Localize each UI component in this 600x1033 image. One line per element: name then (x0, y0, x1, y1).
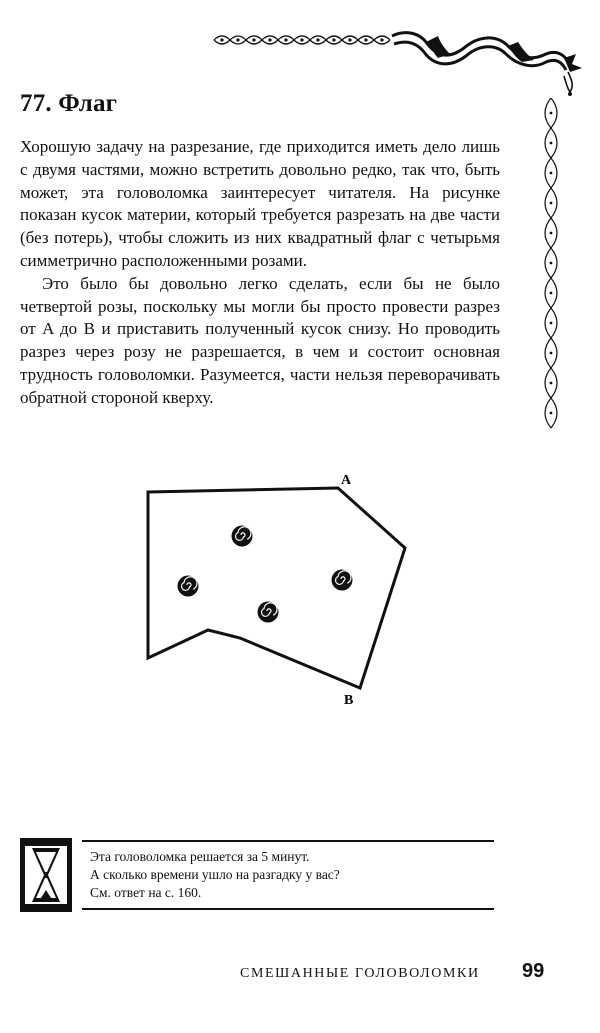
side-braid-ornament-icon (540, 98, 562, 433)
paragraph-1: Хорошую задачу на разрезание, где приходится иметь дело лишь с двумя частями, можно встретить довольно редко, так что, быть может, эта головоломка заинтересует читателя. На рисунке показан кусок материи, который требуется разрезать на две части (без потерь), чтобы сложить из них квадратный флаг с четырьмя симметрично расположенными розами. (20, 137, 500, 270)
timer-line-3: См. ответ на с. 160. (90, 885, 202, 900)
timer-rule-top (82, 840, 494, 842)
ribbon-ornament-icon (212, 28, 587, 98)
rose-icon (178, 576, 199, 597)
point-b-label: B (344, 693, 354, 708)
rose-icon (332, 570, 353, 591)
timer-line-1: Эта головоломка решается за 5 минут. (90, 849, 310, 864)
puzzle-description (20, 136, 500, 410)
puzzle-title: 77. Флаг (20, 90, 118, 117)
timer-text (90, 848, 340, 902)
paragraph-2: Это было бы довольно легко сделать, если бы не было четвертой розы, поскольку мы могли бы просто провести разрез от A до B и приставить полученный кусок снизу. Но проводить разрез через розу не разрешается, в чем и состоит основная трудность головоломки. Разумеется, части нельзя переворачивать обратной стороной кверху. (20, 273, 500, 407)
rose-icon (232, 526, 253, 547)
running-footer: СМЕШАННЫЕ ГОЛОВОЛОМКИ (240, 966, 480, 981)
timer-box (20, 838, 500, 918)
point-a-label: A (341, 473, 352, 488)
timer-rule-bottom (82, 908, 494, 910)
timer-line-2: А сколько времени ушло на разгадку у вас? (90, 867, 340, 882)
page-number: 99 (522, 960, 545, 982)
rose-icon (258, 602, 279, 623)
cloth-figure (140, 462, 420, 712)
hourglass-icon (20, 838, 72, 912)
